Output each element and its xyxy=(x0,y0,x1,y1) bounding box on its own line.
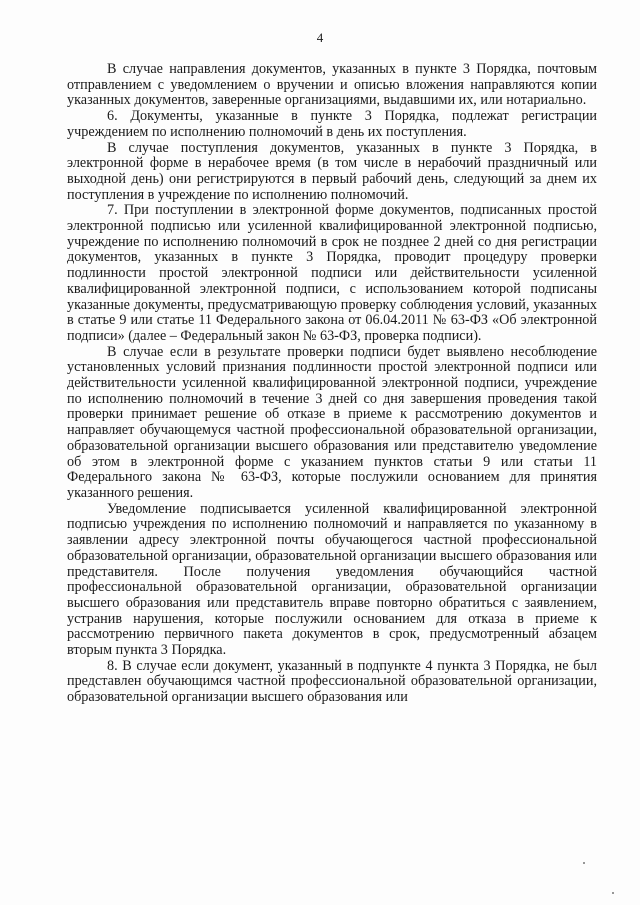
scan-speck xyxy=(612,892,614,894)
paragraph-notification: Уведомление подписывается усиленной квалифицированной электронной подписью учреждения по исполнению полномочий и направляется по указанному в заявлении адресу электронной почты обучающегося частной профессиональной образовательной организации, образовательной организации высшего образования или представителя. После получения уведомления обучающийся частной профессиональной образовательной организации, образовательной организации высшего образования или представитель вправе повторно обратиться с заявлением, устранив нарушения, которые послужили основанием для отказа в приеме к рассмотрению первичного пакета документов в срок, предусмотренный абзацем вторым пункта 3 Порядка. xyxy=(67,500,597,659)
paragraph-refusal-decision: В случае если в результате проверки подписи будет выявлено несоблюдение установленных условий признания подлинности простой электронной подписи или действительности усиленной квалифицированной электронной подписи, учреждение по исполнению полномочий в течение 3 дней со дня завершения проведения такой проверки принимает решение об отказе в приеме к рассмотрению документов и направляет обучающемуся частной профессиональной образовательной организации, образовательной организации высшего образования или представителю уведомление об этом в электронной форме с указанием пунктов статьи 9 или статьи 11 Федерального закона № 63-ФЗ, которые послужили основанием для принятия указанного решения. xyxy=(67,343,597,501)
page-number: 4 xyxy=(316,30,324,45)
paragraph-8-missing-document: 8. В случае если документ, указанный в подпункте 4 пункта 3 Порядка, не был представлен обучающимся частной профессиональной образовательной организации, образовательной организации высшего образования или xyxy=(67,657,597,706)
paragraph-mail-copies: В случае направления документов, указанных в пункте 3 Порядка, почтовым отправлением с уведомлением о вручении и описью вложения направляются копии указанных документов, заверенные организациями, выдавшими их, или нотариально. xyxy=(67,61,597,109)
scan-speck xyxy=(583,862,585,864)
paragraph-7-signature-check: 7. При поступлении в электронной форме документов, подписанных простой электронной подписью или усиленной квалифицированной электронной подписью, учреждение по исполнению полномочий в срок не позднее 2 дней со дня регистрации документов, указанных в пункте 3 Порядка, проводит процедуру проверки подлинности простой электронной подписи или действительности усиленной квалифицированной электронной подписи, с использованием которой подписаны указанные документы, предусматривающую проверку соблюдения условий, указанных в статье 9 или статье 11 Федерального закона от 06.04.2011 № 63-ФЗ «Об электронной подписи» (далее – Федеральный закон № 63-ФЗ, проверка подписи). xyxy=(67,202,597,344)
document-body xyxy=(67,62,597,706)
paragraph-6-registration: 6. Документы, указанные в пункте 3 Порядка, подлежат регистрации учреждением по исполнению полномочий в день их поступления. xyxy=(67,108,597,140)
paragraph-electronic-nonworking-time: В случае поступления документов, указанных в пункте 3 Порядка, в электронной форме в нерабочее время (в том числе в нерабочий праздничный или выходной день) они регистрируются в первый рабочий день, следующий за днем их поступления в учреждение по исполнению полномочий. xyxy=(67,139,597,203)
